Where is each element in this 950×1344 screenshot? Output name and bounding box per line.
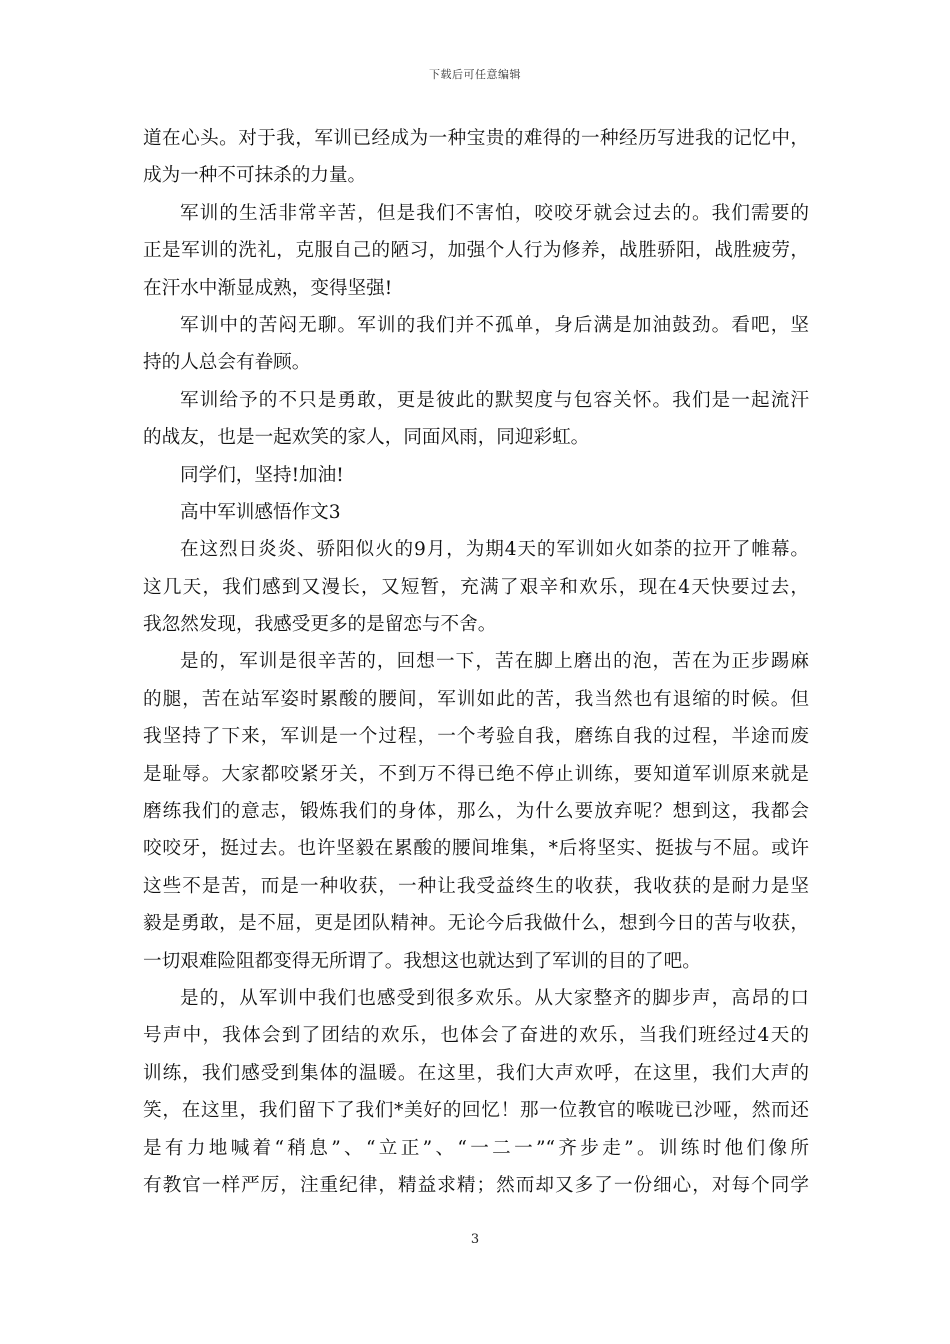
text-line: 在汗水中渐显成熟，变得坚强! [143, 277, 393, 299]
text-line: 是耻辱。大家都咬紧牙关，不到万不得已绝不停止训练，要知道军训原来就是 [143, 763, 809, 785]
text-line: 这些不是苦，而是一种收获，一种让我受益终生的收获，我收获的是耐力是坚 [143, 875, 809, 897]
text-line: 毅是勇敢，是不屈，更是团队精神。无论今后我做什么，想到今日的苦与收获， [143, 913, 809, 935]
text-line: 是有力地喊着“稍息”、“立正”、“一二一”“齐步走”。训练时他们像所 [143, 1137, 809, 1159]
text-line: 成为一种不可抹杀的力量。 [143, 165, 367, 187]
text-line: 一切艰难险阻都变得无所谓了。我想这也就达到了军训的目的了吧。 [143, 950, 701, 972]
text-line: 磨练我们的意志，锻炼我们的身体，那么，为什么要放弃呢？想到这，我都会 [143, 801, 809, 823]
page-number: 3 [470, 1232, 480, 1247]
text-line: 持的人总会有眷顾。 [143, 352, 311, 374]
text-line: 同学们，坚持!加油! [180, 464, 344, 486]
text-line: 的战友，也是一起欢笑的家人，同面风雨，同迎彩虹。 [143, 427, 590, 449]
text-line: 我忽然发现，我感受更多的是留恋与不舍。 [143, 614, 497, 636]
text-line: 高中军训感悟作文3 [180, 501, 341, 523]
text-line: 军训给予的不只是勇敢，更是彼此的默契度与包容关怀。我们是一起流汗 [180, 389, 809, 411]
text-line: 这几天，我们感到又漫长，又短暂，充满了艰辛和欢乐，现在4天快要过去， [143, 576, 809, 598]
document-body [143, 120, 809, 1204]
text-line: 的腿，苦在站军姿时累酸的腰间，军训如此的苦，我当然也有退缩的时候。但 [143, 688, 809, 710]
text-line: 军训的生活非常辛苦，但是我们不害怕，咬咬牙就会过去的。我们需要的 [180, 202, 809, 224]
text-line: 在这烈日炎炎、骄阳似火的9月，为期4天的军训如火如荼的拉开了帷幕。 [180, 539, 809, 561]
text-line: 我坚持了下来，军训是一个过程，一个考验自我，磨练自我的过程，半途而废 [143, 726, 809, 748]
text-line: 正是军训的洗礼，克服自己的陋习，加强个人行为修养，战胜骄阳，战胜疲劳， [143, 240, 809, 262]
text-line: 有教官一样严厉，注重纪律，精益求精；然而却又多了一份细心，对每个同学 [143, 1174, 809, 1196]
text-line: 是的，从军训中我们也感受到很多欢乐。从大家整齐的脚步声，高昂的口 [180, 987, 809, 1009]
text-line: 咬咬牙，挺过去。也许坚毅在累酸的腰间堆集，*后将坚实、挺拔与不屈。或许 [143, 838, 809, 860]
page-header: 下载后可任意编辑 [429, 68, 521, 81]
text-line: 号声中，我体会到了团结的欢乐，也体会了奋进的欢乐，当我们班经过4天的 [143, 1025, 809, 1047]
text-line: 训练，我们感受到集体的温暖。在这里，我们大声欢呼，在这里，我们大声的 [143, 1062, 809, 1084]
text-line: 是的，军训是很辛苦的，回想一下，苦在脚上磨出的泡，苦在为正步踢麻 [180, 651, 809, 673]
text-line: 军训中的苦闷无聊。军训的我们并不孤单，身后满是加油鼓劲。看吧，坚 [180, 314, 809, 336]
text-line: 道在心头。对于我，军训已经成为一种宝贵的难得的一种经历写进我的记忆中， [143, 128, 809, 149]
text-line: 笑，在这里，我们留下了我们*美好的回忆！那一位教官的喉咙已沙哑，然而还 [143, 1100, 809, 1122]
